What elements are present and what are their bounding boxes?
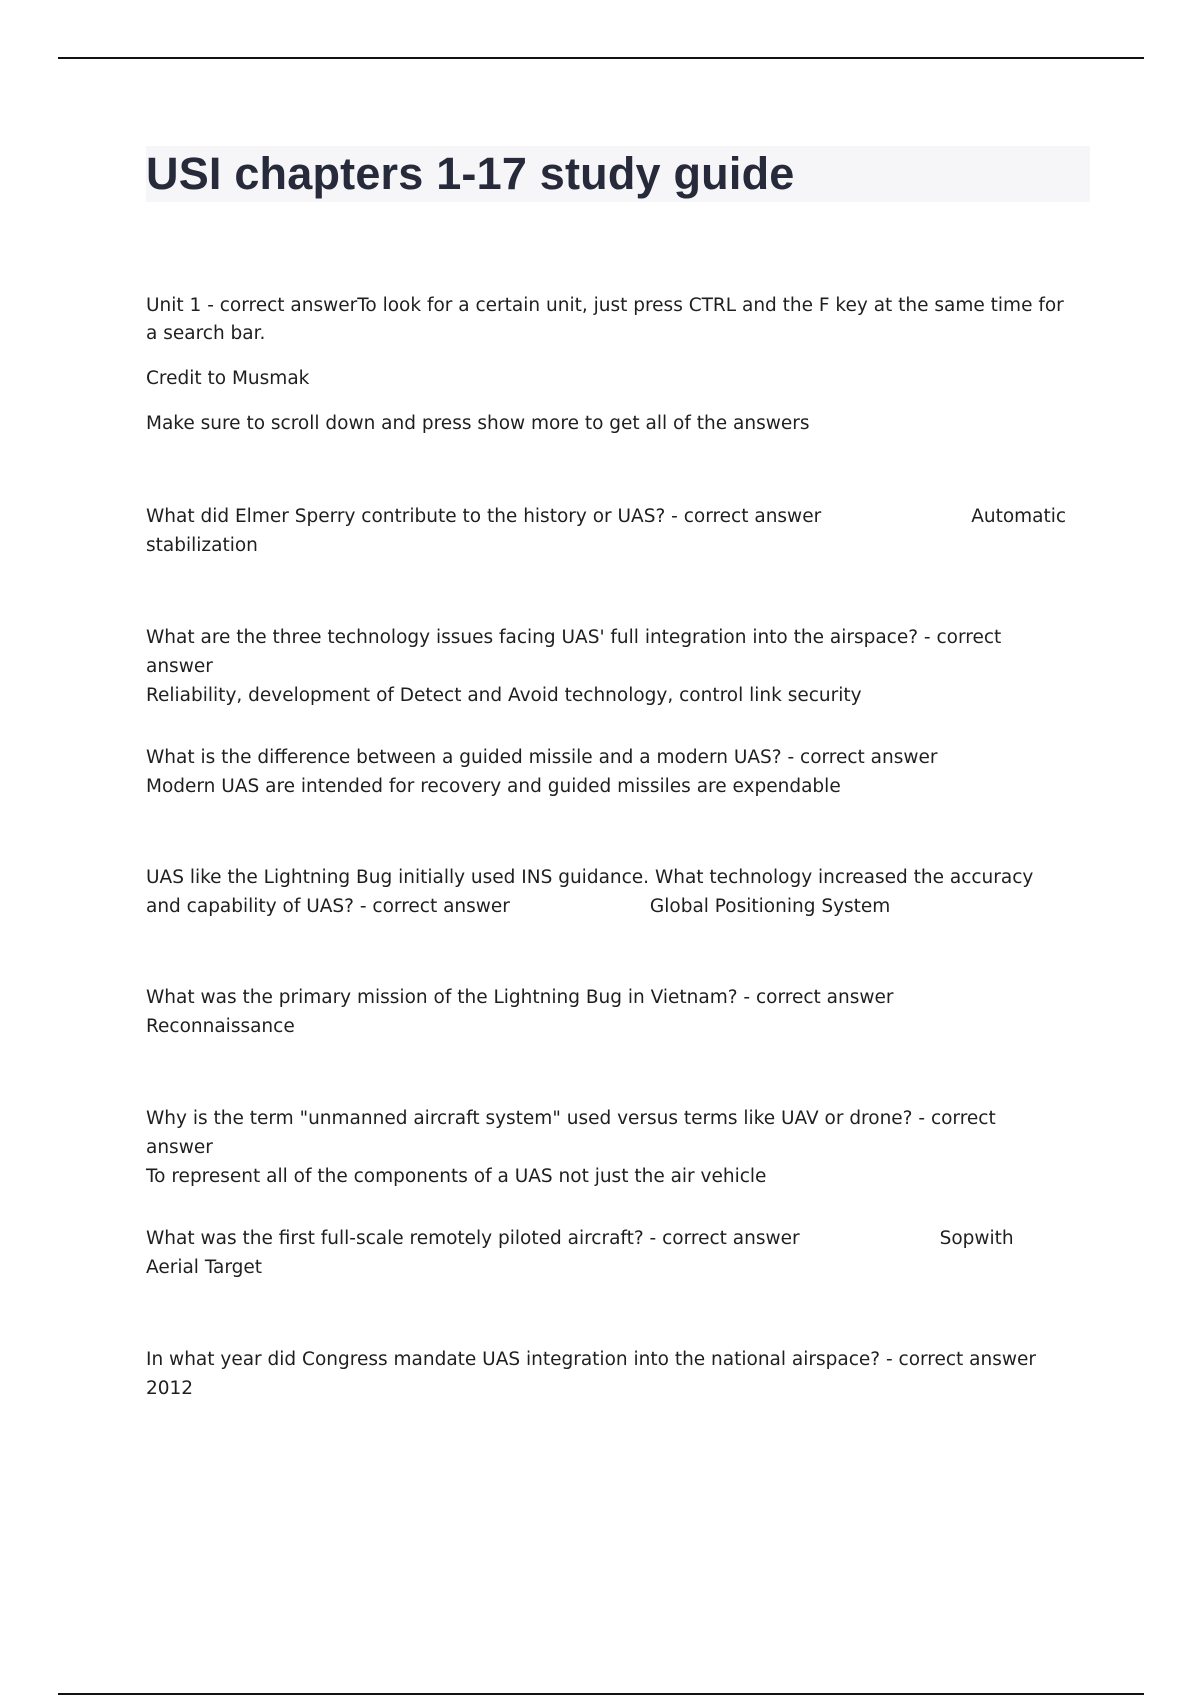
intro-block bbox=[146, 292, 1068, 438]
qa-question: In what year did Congress mandate UAS integration into the national airspace? - correct answer bbox=[146, 1349, 1036, 1370]
qa-answer: Reliability, development of Detect and Avoid technology, control link security bbox=[146, 685, 862, 706]
intro-note: Make sure to scroll down and press show more to get all of the answers bbox=[146, 413, 810, 434]
qa-item bbox=[146, 983, 1068, 1041]
qa-answer: Automatic stabilization bbox=[146, 506, 1067, 556]
intro-instruction-paragraph bbox=[146, 292, 1068, 348]
qa-question: UAS like the Lightning Bug initially used INS guidance. What technology increased the accuracy and capability of UAS? - correct answer bbox=[146, 867, 1034, 917]
qa-item bbox=[146, 623, 1068, 710]
qa-item bbox=[146, 863, 1068, 921]
qa-question: What is the difference between a guided missile and a modern UAS? - correct answer bbox=[146, 747, 938, 768]
qa-item bbox=[146, 1104, 1068, 1191]
qa-item bbox=[146, 502, 1068, 560]
qa-question: What are the three technology issues facing UAS' full integration into the airspace? - correct answer bbox=[146, 627, 1002, 677]
qa-item bbox=[146, 1224, 1068, 1282]
intro-unit-label: Unit 1 - correct answer bbox=[146, 295, 358, 316]
qa-answer: Modern UAS are intended for recovery and guided missiles are expendable bbox=[146, 776, 841, 797]
qa-answer: 2012 bbox=[146, 1378, 194, 1399]
qa-answer: To represent all of the components of a UAS not just the air vehicle bbox=[146, 1166, 767, 1187]
intro-credit: Credit to Musmak bbox=[146, 368, 310, 389]
qa-question: What was the primary mission of the Lightning Bug in Vietnam? - correct answer bbox=[146, 987, 894, 1008]
qa-answer: Reconnaissance bbox=[146, 1016, 295, 1037]
page-title: USI chapters 1-17 study guide bbox=[146, 148, 795, 199]
qa-question: What did Elmer Sperry contribute to the history or UAS? - correct answer bbox=[146, 506, 822, 527]
page-top-rule bbox=[58, 57, 1144, 59]
qa-question: What was the first full-scale remotely piloted aircraft? - correct answer bbox=[146, 1228, 800, 1249]
qa-item bbox=[146, 743, 1068, 801]
qa-question: Why is the term "unmanned aircraft system" used versus terms like UAV or drone? - correct answer bbox=[146, 1108, 996, 1158]
page-bottom-rule bbox=[58, 1693, 1144, 1695]
qa-item bbox=[146, 1345, 1068, 1403]
intro-instruction: To look for a certain unit, just press CTRL and the F key at the same time for a search bar. bbox=[146, 295, 1064, 344]
qa-answer: Sopwith Aerial Target bbox=[146, 1228, 1014, 1278]
qa-answer: Global Positioning System bbox=[649, 896, 891, 917]
